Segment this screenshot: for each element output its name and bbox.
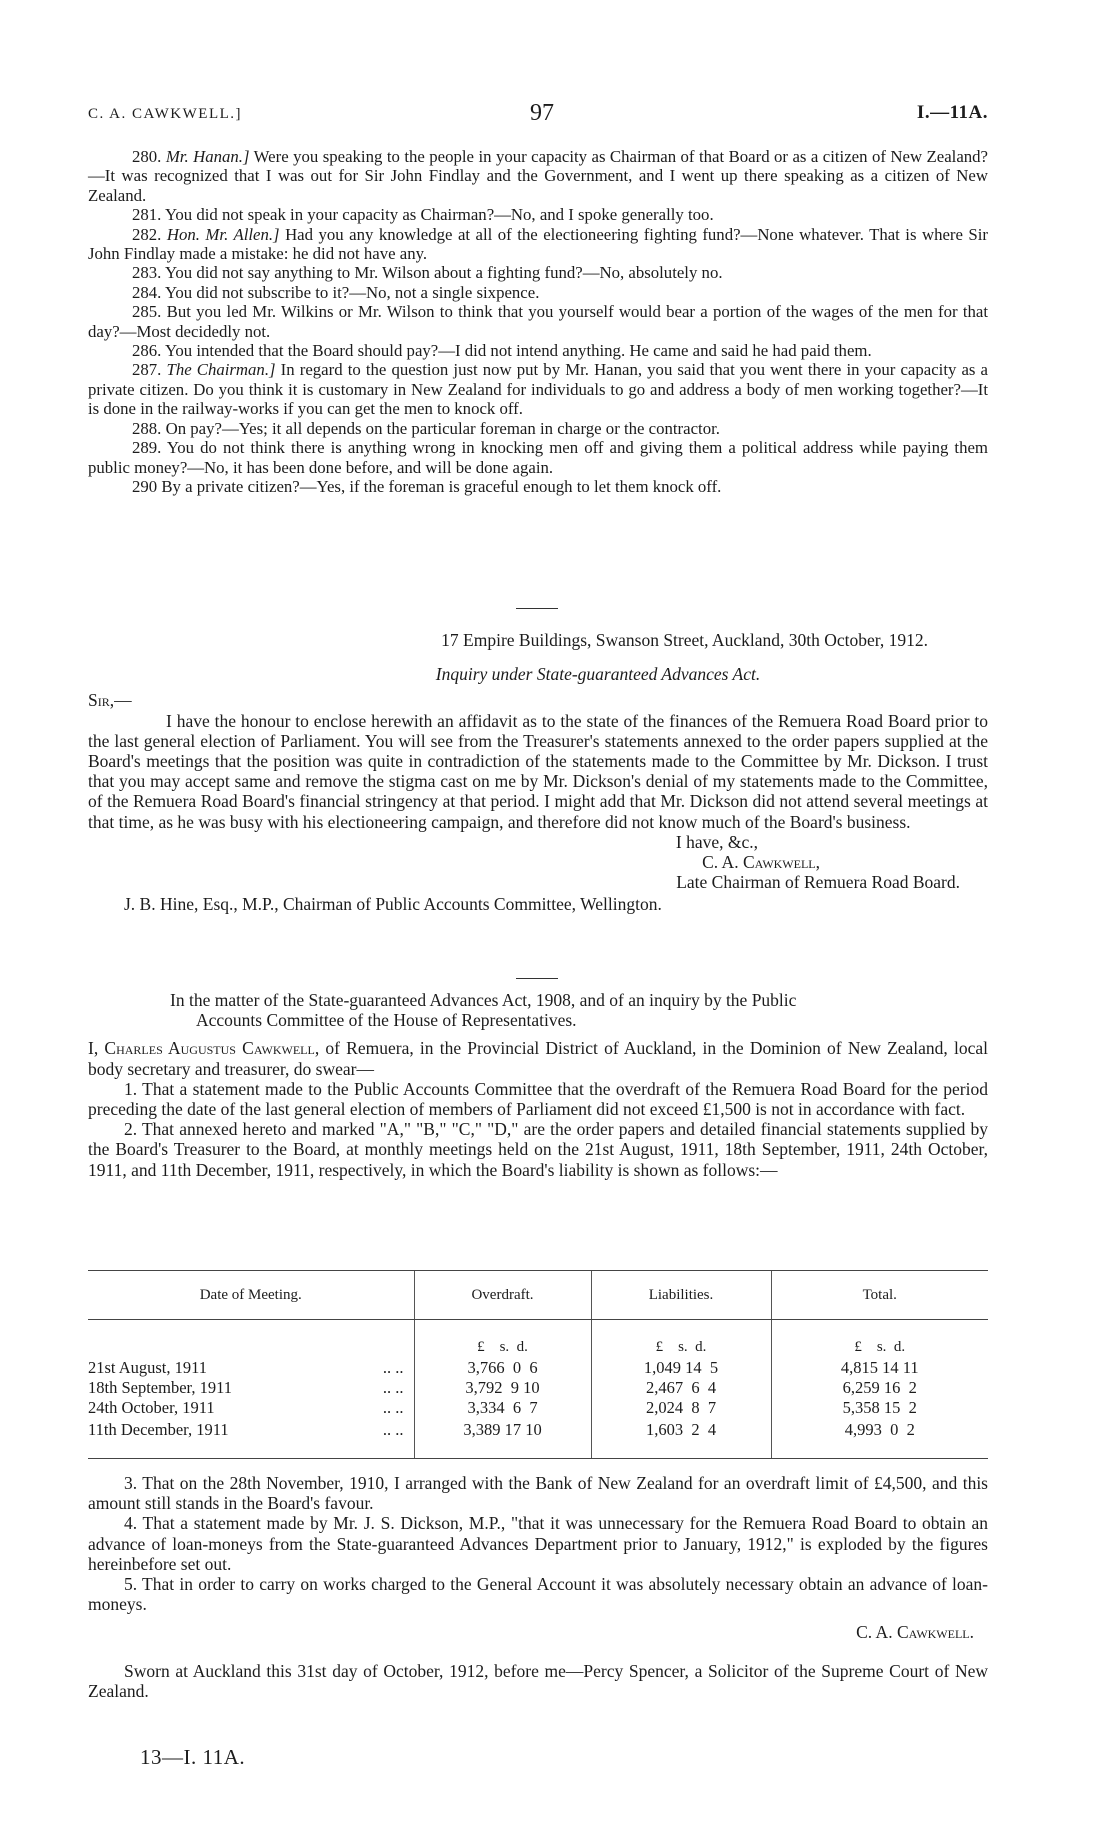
table-row xyxy=(88,1378,988,1398)
question-290: 290 By a private citizen?—Yes, if the foreman is graceful enough to let them knock off. xyxy=(132,476,722,496)
question-289: 289. You do not think there is anything wrong in knocking men off and giving them a political address while paying them public money?—No, it has been done before, and will be done again. xyxy=(88,438,988,477)
jurat: Sworn at Auckland this 31st day of October, 1912, before me—Percy Spencer, a Solicitor of the Supreme Court of New Zealand. xyxy=(88,1660,988,1701)
dot-leader: .. .. xyxy=(382,1378,404,1397)
row-total: 6,259 16 2 xyxy=(771,1378,988,1398)
column-header-date: Date of Meeting. xyxy=(88,1271,414,1320)
table-header-row xyxy=(88,1271,988,1320)
table-units-row xyxy=(88,1320,988,1359)
page-header xyxy=(88,100,988,130)
row-date: 21st August, 1911 xyxy=(88,1358,208,1377)
table-row xyxy=(88,1398,988,1418)
letter-salutation: Sir,— xyxy=(88,690,132,711)
row-date: 18th September, 1911 xyxy=(88,1378,232,1397)
table-row xyxy=(88,1358,988,1378)
dot-leader: .. .. xyxy=(382,1358,404,1377)
question-287: 287. The Chairman.] In regard to the question just now put by Mr. Hanan, you said that you went there in your capacity as a private citizen. Do you think it is customary in New Zealand for individuals to go and address a body of men working together?—It is done in the railway-works if you can get the men to knock off. xyxy=(88,360,989,419)
row-total: 5,358 15 2 xyxy=(771,1398,988,1418)
affidavit-clause-2: 2. That annexed hereto and marked "A," "B," "C," "D," are the order papers and detailed financial statements supplied by the Board's Treasurer to the Board, at monthly meetings held on the 21st August, 1911, 18th September, 1911, 24th October, 1911, and 11th December, 1911, respectively, in which the Board's liability is shown as follows:— xyxy=(88,1119,988,1180)
affidavit-clause-4: 4. That a statement made by Mr. J. S. Dickson, M.P., "that it was unnecessary for the Remuera Road Board to obtain an advance of loan-moneys from the State-guaranteed Advances Department prior to January, 1912," is exploded by the figures hereinbefore set out. xyxy=(88,1513,988,1574)
row-total: 4,815 14 11 xyxy=(771,1358,988,1378)
letter-signatory-title: Late Chairman of Remuera Road Board. xyxy=(676,872,960,893)
affidavit-continued xyxy=(88,1473,988,1701)
letter-addressee: J. B. Hine, Esq., M.P., Chairman of Public Accounts Committee, Wellington. xyxy=(124,894,662,915)
dot-leader: .. .. xyxy=(382,1398,404,1417)
question-283: 283. You did not say anything to Mr. Wilson about a fighting fund?—No, absolutely no. xyxy=(132,263,723,283)
question-284: 284. You did not subscribe to it?—No, not a single sixpence. xyxy=(132,282,540,302)
row-liabilities: 2,467 6 4 xyxy=(591,1378,771,1398)
units-total: £ s. d. xyxy=(771,1320,988,1359)
letter-signature-block xyxy=(88,832,988,893)
page-number: 97 xyxy=(530,100,554,126)
header-witness-name: C. A. CAWKWELL.] xyxy=(88,106,243,122)
row-total: 4,993 0 2 xyxy=(771,1418,988,1459)
letter-body: I have the honour to enclose herewith an affidavit as to the state of the finances of the Remuera Road Board prior to the last general election of Parliament. You will see from the Treasurer's statements annexed to the order papers supplied at the Board's meetings that the position was quite in contradiction of the statements made to the Committee by Mr. Dickson. I trust that you may accept same and remove the stigma cast on me by Mr. Dickson's denial of my statements made to the Committee, of the Remuera Road Board's financial stringency at that period. I might add that Mr. Dickson did not attend several meetings at that time, as he was busy with his electioneering campaign, and therefore did not know much of the Board's business. xyxy=(88,710,988,832)
affidavit xyxy=(88,990,988,1180)
question-281: 281. You did not speak in your capacity as Chairman?—No, and I spoke generally too. xyxy=(132,205,714,225)
affidavit-clause-3: 3. That on the 28th November, 1910, I arranged with the Bank of New Zealand for an overdraft limit of £4,500, and this amount still stands in the Board's favour. xyxy=(88,1473,988,1514)
units-liabilities: £ s. d. xyxy=(591,1320,771,1359)
units-overdraft: £ s. d. xyxy=(414,1320,591,1359)
paper-reference: I.—11A. xyxy=(916,102,988,123)
row-date: 24th October, 1911 xyxy=(88,1398,215,1417)
affidavit-signature: C. A. Cawkwell. xyxy=(856,1622,974,1643)
page-footer-reference: 13—I. 11A. xyxy=(140,1745,246,1769)
question-286: 286. You intended that the Board should pay?—I did not intend anything. He came and said he had paid them. xyxy=(132,341,872,361)
question-285: 285. But you led Mr. Wilkins or Mr. Wilson to think that you yourself would bear a portion of the wages of the men for that day?—Most decidedly not. xyxy=(88,302,988,341)
column-header-liabilities: Liabilities. xyxy=(591,1271,771,1320)
row-overdraft: 3,766 0 6 xyxy=(414,1358,591,1378)
row-liabilities: 2,024 8 7 xyxy=(591,1398,771,1418)
row-date: 11th December, 1911 xyxy=(88,1420,229,1439)
letter xyxy=(88,630,988,915)
row-overdraft: 3,334 6 7 xyxy=(414,1398,591,1418)
row-overdraft: 3,792 9 10 xyxy=(414,1378,591,1398)
row-overdraft: 3,389 17 10 xyxy=(414,1418,591,1459)
section-divider-2 xyxy=(516,978,558,979)
affidavit-clause-1: 1. That a statement made to the Public Accounts Committee that the overdraft of the Remuera Road Board for the period preceding the date of the last general election of members of Parliament did not exceed £1,500 is not in accordance with fact. xyxy=(88,1078,988,1120)
affidavit-heading: In the matter of the State-guaranteed Advances Act, 1908, and of an inquiry by the Public Accounts Committee of the House of Representatives. xyxy=(170,990,797,1031)
question-282: 282. Hon. Mr. Allen.] Had you any knowledge at all of the electioneering fighting fund?—None whatever. That is where Sir John Findlay made a mistake: he did not have any. xyxy=(88,224,989,264)
row-liabilities: 1,603 2 4 xyxy=(591,1418,771,1459)
row-liabilities: 1,049 14 5 xyxy=(591,1358,771,1378)
letter-subject: Inquiry under State-guaranteed Advances Act. xyxy=(435,664,761,685)
letter-closing: I have, &c., xyxy=(675,831,758,852)
column-header-total: Total. xyxy=(771,1271,988,1320)
affidavit-intro: I, Charles Augustus Cawkwell, of Remuera, in the Provincial District of Auckland, in the Dominion of New Zealand, local body secretary and treasurer, do swear— xyxy=(88,1038,988,1079)
column-header-overdraft: Overdraft. xyxy=(414,1271,591,1320)
dot-leader: .. .. xyxy=(382,1420,404,1439)
table-row xyxy=(88,1418,988,1459)
question-288: 288. On pay?—Yes; it all depends on the particular foreman in charge or the contractor. xyxy=(132,418,720,438)
evidence-questions xyxy=(88,147,988,496)
question-280: 280. Mr. Hanan.] Were you speaking to the people in your capacity as Chairman of that Board or as a citizen of New Zealand?—It was recognized that I was out for Sir John Findlay and the Government, and I went up there speaking as a citizen of New Zealand. xyxy=(88,147,988,205)
section-divider xyxy=(516,608,558,609)
affidavit-clause-5: 5. That in order to carry on works charged to the General Account it was absolutely necessary obtain an advance of loan-moneys. xyxy=(88,1574,988,1615)
letter-address: 17 Empire Buildings, Swanson Street, Auckland, 30th October, 1912. xyxy=(441,630,928,650)
liability-table xyxy=(88,1270,988,1459)
letter-signature: C. A. Cawkwell, xyxy=(702,852,820,873)
